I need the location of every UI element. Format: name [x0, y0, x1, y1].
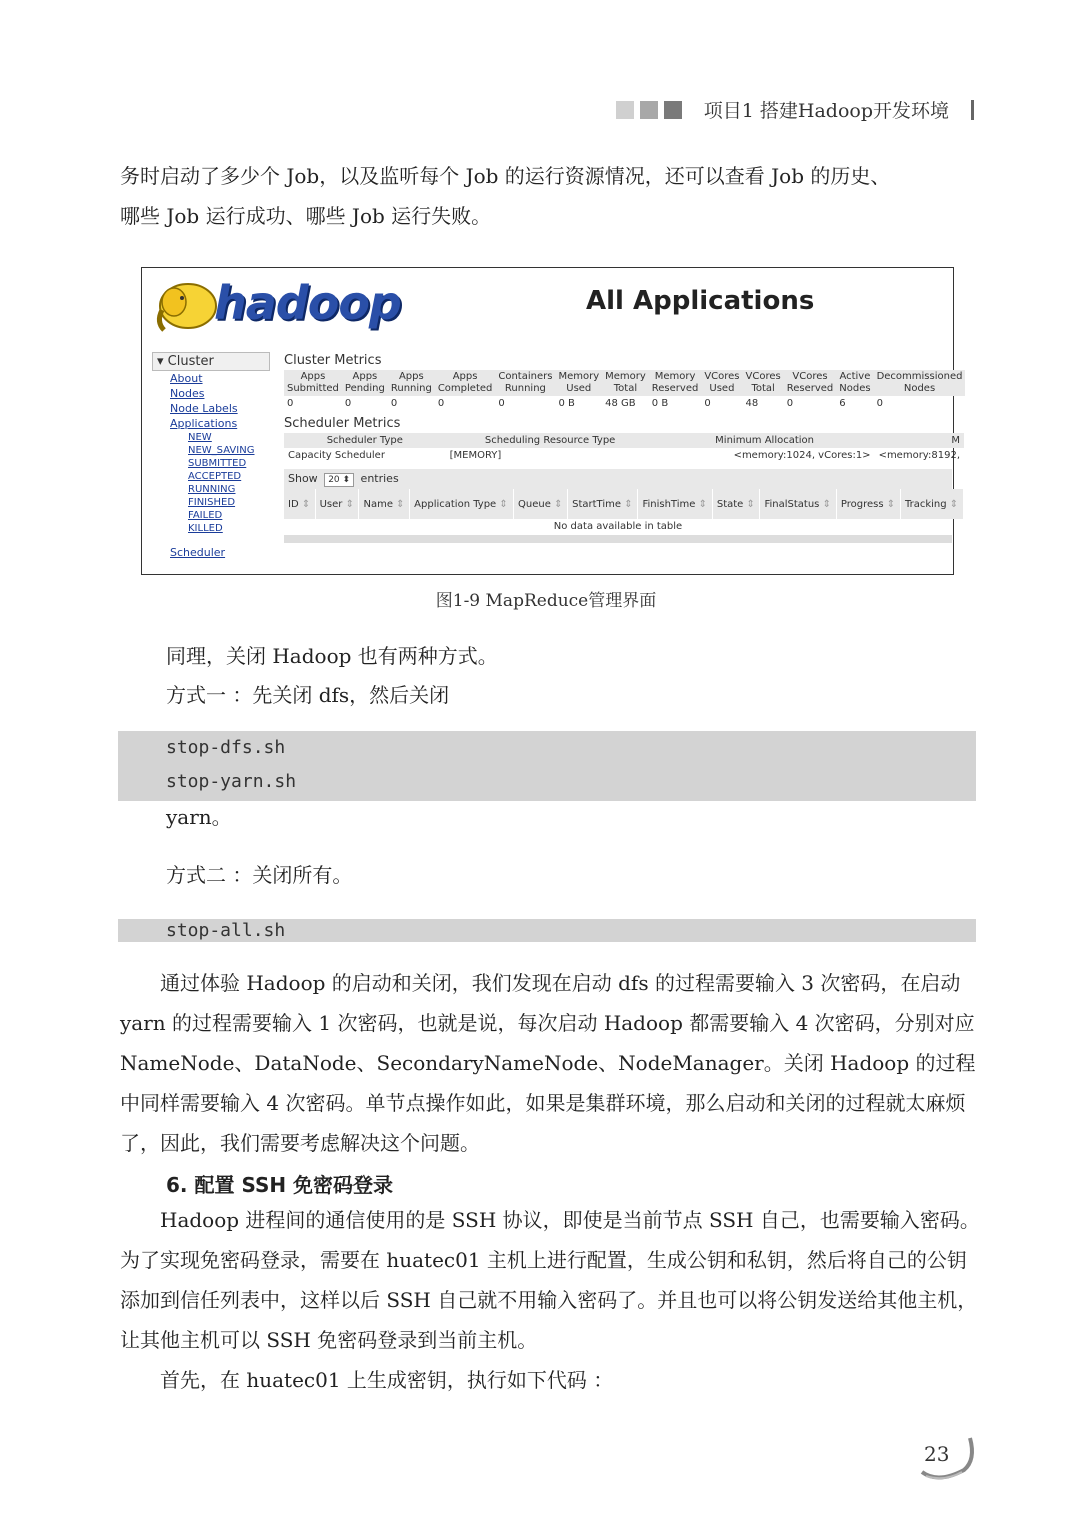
cluster-metric-header: Apps Completed [435, 370, 496, 396]
figure-caption: 图1-9 MapReduce管理界面 [435, 591, 657, 611]
sidebar-link-node-labels[interactable]: Node Labels [170, 402, 238, 415]
applications-column-header[interactable] [836, 489, 900, 519]
cluster-metric-value: 0 [287, 398, 294, 409]
applications-column-header[interactable] [760, 489, 836, 519]
code-block-stop-all [118, 919, 976, 942]
sidebar-link-scheduler[interactable]: Scheduler [170, 546, 226, 559]
mapreduce-ui-figure [141, 267, 963, 575]
paragraph-password-issue: 通过体验 Hadoop 的启动和关闭，我们发现在启动 dfs 的过程需要输入 3 次密码，在启动 yarn 的过程需要输入 1 次密码，也就是说，每次启动 Hadoop 都需要输入 4 次密码，分别对应 NameNode、DataNode、SecondaryNameNode、NodeManager。关闭 Hadoop 的过程中同样需要输入 4 次密码。单节点操作如此，如果是集群环境，那么启动和关闭的过程就太麻烦了，因此，我们需要考虑解决这个问题。 [120, 971, 976, 1155]
sort-icon: ⇕ [550, 498, 563, 510]
cluster-metric-header: Apps Pending [342, 370, 388, 396]
column-label: State [716, 498, 744, 510]
cluster-metric-value: 48 GB [605, 398, 636, 409]
scheduler-header: M [875, 433, 964, 448]
scheduler-metrics-title: Scheduler Metrics [284, 416, 401, 431]
cluster-metric-header: Memory Used [555, 370, 602, 396]
sidebar-state-accepted[interactable]: ACCEPTED [188, 471, 242, 482]
cluster-metrics-title: Cluster Metrics [284, 353, 382, 368]
intro-paragraph [120, 156, 980, 236]
cluster-metric-value: 6 [839, 398, 846, 409]
header-square-dark [664, 101, 682, 119]
sort-icon: ⇕ [883, 498, 896, 510]
applications-column-header[interactable] [410, 489, 514, 519]
cluster-metric-value: 0 [786, 398, 794, 409]
header-bar [971, 100, 974, 120]
paragraph-yarn: yarn。 [166, 805, 232, 829]
cluster-metric-header: Memory Total [602, 370, 649, 396]
header-title: 项目1 搭建Hadoop开发环境 [703, 100, 949, 122]
sort-icon: ⇕ [342, 498, 354, 510]
cluster-metric-value: 0 [498, 398, 505, 409]
scheduler-metrics-header-row [284, 433, 964, 448]
column-label: ID [288, 498, 299, 510]
applications-column-header[interactable] [712, 489, 760, 519]
sort-icon: ⇕ [743, 498, 755, 510]
elephant-icon [152, 276, 222, 340]
applications-column-header[interactable] [514, 489, 568, 519]
page-number-badge [918, 1432, 978, 1482]
show-label: Show [288, 472, 318, 485]
applications-column-header[interactable] [284, 489, 315, 519]
sidebar-link-nodes[interactable]: Nodes [170, 387, 205, 400]
scheduler-header: Scheduler Type [284, 433, 446, 448]
entries-select-value: 20 [328, 475, 340, 485]
code-line: stop-yarn.sh [166, 771, 297, 792]
sidebar-cluster-label: Cluster [167, 354, 214, 369]
intro-line-1: 务时启动了多少个 Job，以及监听每个 Job 的运行资源情况，还可以查看 Job 的历史、 [120, 164, 891, 188]
column-label: Application Type [414, 498, 497, 510]
cluster-metric-value: 0 B [651, 398, 669, 409]
sort-icon: ⇕ [496, 498, 508, 510]
column-label: Name [363, 498, 393, 510]
code-block-stop-dfs-yarn [118, 731, 976, 801]
cluster-metric-value: 48 [745, 398, 759, 409]
cluster-metric-value: 0 [344, 398, 352, 409]
column-label: FinalStatus [764, 498, 820, 510]
sort-icon: ⇕ [819, 498, 831, 510]
cluster-metric-header: Containers Running [495, 370, 555, 396]
sort-icon: ⇕ [946, 498, 959, 510]
cluster-metric-header: VCores Used [701, 370, 742, 396]
cluster-metric-value: 0 [437, 398, 445, 409]
sidebar-state-failed[interactable]: FAILED [188, 510, 223, 521]
applications-header-row [284, 489, 964, 519]
sidebar-links [170, 371, 270, 560]
sort-icon: ⇕ [621, 498, 633, 510]
header-square-light [616, 101, 634, 119]
section-heading-ssh: 6. 配置 SSH 免密码登录 [166, 1173, 394, 1197]
cluster-metric-header: Active Nodes [836, 370, 873, 396]
sidebar-cluster-header[interactable]: ▾ Cluster [152, 352, 270, 371]
page-title: All Applications [586, 286, 815, 316]
cluster-metric-header: Memory Reserved [649, 370, 702, 396]
applications-column-header[interactable] [359, 489, 410, 519]
cluster-metric-header: Apps Running [388, 370, 435, 396]
sidebar-state-new-saving[interactable]: NEW_SAVING [188, 445, 255, 456]
cluster-metric-header: VCores Total [743, 370, 784, 396]
sidebar-state-killed[interactable]: KILLED [188, 523, 223, 534]
show-entries-control [284, 469, 952, 489]
cluster-metric-value: 0 [876, 398, 883, 409]
cluster-metric-header: Apps Submitted [284, 370, 342, 396]
intro-line-2: 哪些 Job 运行成功、哪些 Job 运行失败。 [120, 204, 492, 228]
scheduler-cell: [MEMORY] [449, 450, 502, 461]
sidebar-link-about[interactable]: About [170, 372, 203, 385]
cluster-metric-value: 0 [704, 398, 711, 409]
cluster-metric-header: VCores Reserved [784, 370, 837, 396]
column-label: Queue [518, 498, 551, 510]
cluster-metrics-table [284, 370, 965, 411]
cluster-metrics-value-row [284, 396, 965, 411]
main-content [284, 352, 963, 543]
scheduler-metrics-table [284, 433, 964, 463]
column-label: FinishTime [642, 498, 696, 510]
cluster-metric-value: 0 B [558, 398, 575, 409]
sort-icon: ⇕ [393, 498, 405, 510]
cluster-metrics-header-row [284, 370, 965, 396]
no-data-message: No data available in table [553, 521, 683, 532]
column-label: Tracking [904, 498, 947, 510]
cluster-metric-value: 0 [390, 398, 398, 409]
paragraph-close-methods: 同理，关闭 Hadoop 也有两种方式。 [166, 644, 498, 668]
entries-label: entries [360, 472, 399, 485]
page-number: 23 [924, 1442, 950, 1466]
paragraph-generate-key: 首先，在 huatec01 上生成密钥，执行如下代码 ： [160, 1368, 614, 1392]
scheduler-cell: <memory:8192, [878, 450, 960, 461]
scheduler-metrics-value-row [284, 448, 964, 463]
scheduler-header: Minimum Allocation [655, 433, 875, 448]
applications-column-header[interactable] [315, 489, 359, 519]
code-line: stop-dfs.sh [166, 737, 286, 758]
column-label: User [319, 498, 343, 510]
scheduler-header: Scheduling Resource Type [446, 433, 655, 448]
hadoop-wordmark: hadoop [214, 276, 401, 330]
scheduler-cell: <memory:1024, vCores:1> [733, 450, 871, 461]
hadoop-logo [152, 274, 401, 342]
header-square-mid [640, 101, 658, 119]
running-header [616, 96, 974, 123]
code-line: stop-all.sh [166, 920, 286, 941]
sidebar-state-finished[interactable]: FINISHED [188, 497, 236, 508]
column-label: StartTime [572, 498, 622, 510]
entries-select[interactable]: 20 ⬍ [324, 473, 354, 487]
applications-column-header[interactable] [638, 489, 712, 519]
sidebar [152, 352, 270, 574]
paragraph-method-two: 方式二 ：关闭所有。 [166, 863, 353, 887]
applications-column-header[interactable] [900, 489, 963, 519]
sidebar-state-submitted[interactable]: SUBMITTED [188, 458, 247, 469]
table-footer-bar [284, 535, 952, 543]
sort-icon: ⇕ [298, 498, 311, 510]
sort-icon: ⇕ [695, 498, 707, 510]
applications-column-header[interactable] [568, 489, 638, 519]
paragraph-method-one: 方式一 ：先关闭 dfs，然后关闭 [166, 683, 450, 707]
scheduler-cell: Capacity Scheduler [288, 450, 385, 461]
column-label: Progress [840, 498, 884, 510]
applications-table [284, 489, 964, 519]
cluster-metric-header: Decommissioned Nodes [874, 370, 966, 396]
paragraph-ssh-explanation: Hadoop 进程间的通信使用的是 SSH 协议，即使是当前节点 SSH 自己，也需要输入密码。为了实现免密码登录，需要在 huatec01 主机上进行配置，生成公钥和私钥，然后将自己的公钥添加到信任列表中，这样以后 SSH 自己就不用输入密码了。并且也可以将公钥发送给其他主机，让其他主机可以 SSH 免密码登录到当前主机。 [120, 1208, 980, 1352]
sidebar-state-running[interactable]: RUNNING [188, 484, 236, 495]
sidebar-app-states [188, 431, 270, 535]
sidebar-state-new[interactable]: NEW [188, 432, 212, 443]
sidebar-link-applications[interactable]: Applications [170, 417, 238, 430]
